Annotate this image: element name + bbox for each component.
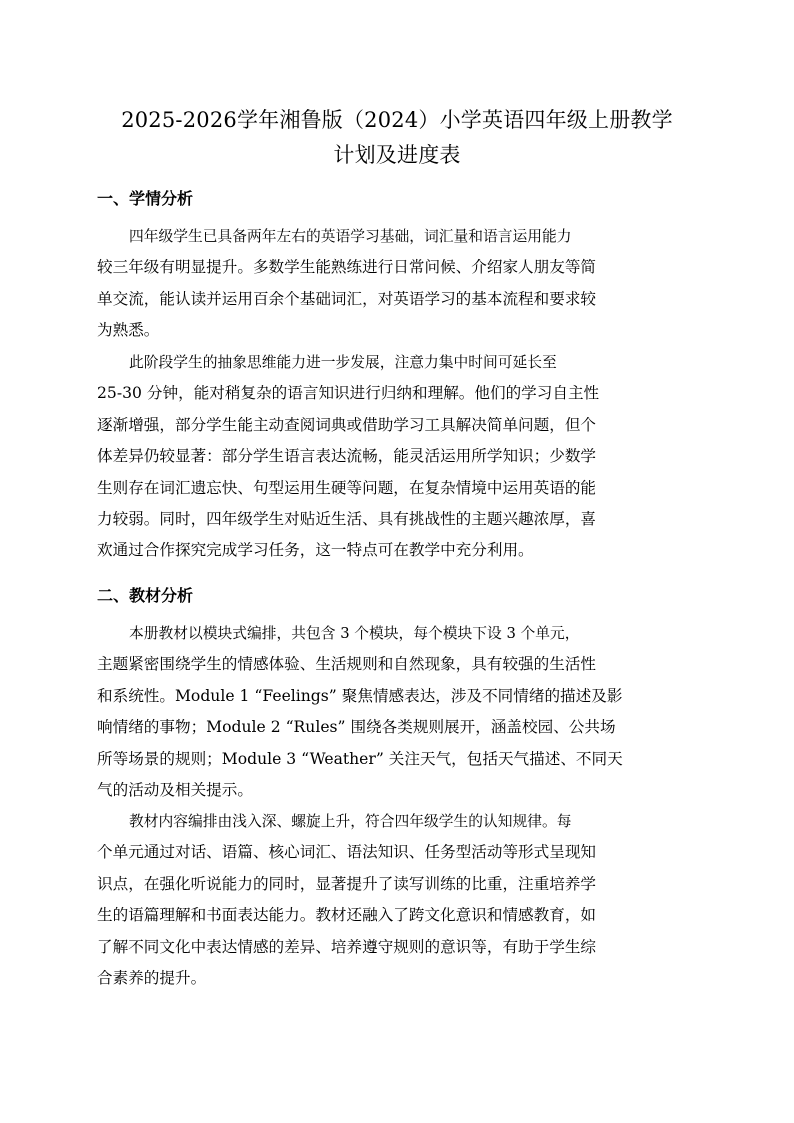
- title-line-2: 计划及进度表: [333, 143, 461, 167]
- paragraph-line: 了解不同文化中表达情感的差异、培养遵守规则的意识等，有助于学生综: [97, 937, 597, 956]
- paragraph-line: 体差异仍较显著：部分学生语言表达流畅，能灵活运用所学知识；少数学: [97, 447, 597, 466]
- title-line-1: 2025-2026学年湘鲁版（2024）小学英语四年级上册教学: [121, 108, 673, 132]
- paragraph-line: 响情绪的事物；Module 2 “Rules” 围绕各类规则展开，涵盖校园、公共场: [97, 718, 616, 737]
- paragraph-line: 四年级学生已具备两年左右的英语学习基础，词汇量和语言运用能力: [129, 228, 572, 245]
- paragraph-line: 此阶段学生的抽象思维能力进一步发展，注意力集中时间可延长至: [129, 354, 557, 371]
- paragraph-line: 单交流，能认读并运用百余个基础词汇，对英语学习的基本流程和要求较: [97, 289, 597, 308]
- paragraph-line: 生的语篇理解和书面表达能力。教材还融入了跨文化意识和情感教育，如: [97, 906, 597, 925]
- paragraph-line: 识点，在强化听说能力的同时，显著提升了读写训练的比重，注重培养学: [97, 874, 597, 893]
- section-heading-textbook-analysis: 二、教材分析: [97, 586, 194, 605]
- paragraph-line: 逐渐增强，部分学生能主动查阅词典或借助学习工具解决简单问题，但个: [97, 415, 597, 434]
- paragraph-line: 本册教材以模块式编排，共包含 3 个模块，每个模块下设 3 个单元，: [129, 625, 580, 642]
- paragraph-line: 教材内容编排由浅入深、螺旋上升，符合四年级学生的认知规律。每: [129, 813, 572, 830]
- paragraph-line: 主题紧密围绕学生的情感体验、生活规则和自然现象，具有较强的生活性: [97, 655, 597, 674]
- document-title: [90, 103, 704, 173]
- paragraph-line: 力较弱。同时，四年级学生对贴近生活、具有挑战性的主题兴趣浓厚，喜: [97, 510, 597, 529]
- paragraph-line: 所等场景的规则；Module 3 “Weather” 关注天气，包括天气描述、不同天: [97, 749, 623, 768]
- paragraph-textbook-2: [97, 806, 698, 994]
- paragraph-textbook-1: [97, 618, 698, 806]
- paragraph-line: 为熟悉。: [97, 321, 160, 340]
- paragraph-line: 欢通过合作探究完成学习任务，这一特点可在教学中充分利用。: [97, 541, 534, 560]
- paragraph-line: 合素养的提升。: [97, 969, 207, 988]
- paragraph-learning-2: [97, 347, 698, 567]
- paragraph-learning-1: [97, 221, 698, 347]
- section-heading-learning-analysis: 一、学情分析: [97, 189, 194, 208]
- paragraph-line: 个单元通过对话、语篇、核心词汇、语法知识、任务型活动等形式呈现知: [97, 843, 597, 862]
- paragraph-line: 较三年级有明显提升。多数学生能熟练进行日常问候、介绍家人朋友等简: [97, 258, 597, 277]
- paragraph-line: 25-30 分钟，能对稍复杂的语言知识进行归纳和理解。他们的学习自主性: [97, 384, 600, 403]
- paragraph-line: 和系统性。Module 1 “Feelings” 聚焦情感表达，涉及不同情绪的描述及影: [97, 686, 623, 705]
- paragraph-line: 气的活动及相关提示。: [97, 781, 253, 800]
- paragraph-line: 生则存在词汇遗忘快、句型运用生硬等问题，在复杂情境中运用英语的能: [97, 478, 597, 497]
